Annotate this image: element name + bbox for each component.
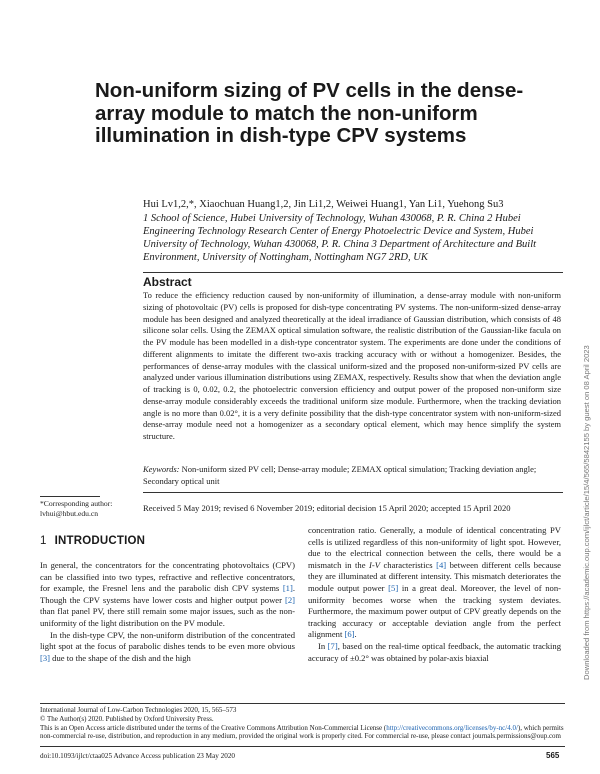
abstract-top-rule bbox=[143, 272, 563, 273]
body-column-right bbox=[308, 525, 561, 664]
section-title: INTRODUCTION bbox=[54, 535, 146, 547]
section-heading-introduction bbox=[40, 535, 145, 547]
corresponding-author bbox=[40, 499, 140, 519]
intro-paragraph-2-continued: concentration ratio. Generally, a module of identical concentrating PV cells is utilized regardless of this non-uniformity of light spot. However, due to the electrical connection between the cells, there would be a mismatch in the I-V characteristics [4] between different cells because they are illuminated at different intensity. This mismatch deteriorates the module output power [5] in a great deal. Moreover, the level of non-uniformity becomes worse when the tracking system deviates. Furthermore, the maximum power output of CPV greatly depends on the tracking accuracy or acceptable deviation angle from the perfect alignment [6]. bbox=[308, 525, 561, 640]
intro-paragraph-3: In [7], based on the real-time optical feedback, the automatic tracking accuracy of ±0.2° was obtained by polar-axis biaxial bbox=[308, 640, 561, 663]
corresponding-email[interactable]: lvhui@hbut.edu.cn bbox=[40, 509, 99, 518]
keywords-label: Keywords: bbox=[143, 464, 180, 474]
citation-link[interactable]: [2] bbox=[284, 594, 295, 605]
author-list: Hui Lv1,2,*, Xiaochuan Huang1,2, Jin Li1,2, Weiwei Huang1, Yan Li1, Yuehong Su3 bbox=[143, 199, 504, 210]
article-title: Non-uniform sizing of PV cells in the dense-array module to match the non-uniform illumination in dish-type CPV systems bbox=[95, 79, 524, 147]
download-watermark bbox=[580, 100, 596, 680]
download-watermark-text: Downloaded from https://academic.oup.com/ijlct/article/15/4/565/5842155 by guest on 08 April 2023 bbox=[582, 345, 591, 680]
corresponding-label: *Corresponding author: bbox=[40, 499, 113, 508]
body-column-left bbox=[40, 560, 295, 664]
footer-copyright: © The Author(s) 2020. Published by Oxford University Press. bbox=[40, 714, 214, 723]
citation-link[interactable]: [6] bbox=[344, 629, 355, 640]
footer-journal: International Journal of Low-Carbon Technologies 2020, 15, 565–573 bbox=[40, 706, 237, 714]
footer-bottom-rule bbox=[40, 746, 565, 747]
section-number: 1 bbox=[40, 535, 47, 547]
footer-license bbox=[40, 706, 565, 741]
page-number: 565 bbox=[546, 751, 560, 760]
abstract-bottom-rule bbox=[143, 492, 563, 493]
doi-line: doi:10.1093/ijlct/ctaa025 Advance Access publication 23 May 2020 bbox=[40, 752, 236, 760]
corresponding-rule bbox=[40, 496, 100, 497]
citation-link[interactable]: [1] bbox=[282, 583, 293, 594]
abstract-heading: Abstract bbox=[143, 275, 192, 289]
intro-paragraph-1: In general, the concentrators for the concentrating photovoltaics (CPV) can be classified into two types, refractive and reflective concentrators, for example, the Fresnel lens and the parabolic dish CPV systems [1]. Though the CPV systems have lower costs and higher output power [2] than flat panel PV, there still remain some major issues, such as the non-uniformity of the light distribution on the PV module. bbox=[40, 560, 295, 628]
iv-term: I-V bbox=[369, 559, 380, 570]
keywords bbox=[143, 464, 561, 487]
keywords-list: Non-uniform sized PV cell; Dense-array module; ZEMAX optical simulation; Tracking deviation angle; Secondary optical unit bbox=[143, 464, 537, 486]
citation-link[interactable]: [4] bbox=[436, 559, 447, 570]
footer-license-text: This is an Open Access article distributed under the terms of the Creative Commons Attribution Non-Commercial License (http://creativecommons.org/licenses/by-nc/4.0/), which permits non-commercial re-use, distribution, and reproduction in any medium, provided the original work is properly cited. For commercial re-use, please contact journals.permissions@oup.com bbox=[40, 723, 564, 741]
footer-rule bbox=[40, 703, 565, 704]
abstract-text: To reduce the efficiency reduction caused by non-uniformity of illumination, a dense-array module with non-uniform sizing of photovoltaic (PV) cells is proposed for dish-type concentrating PV systems. The non-uniform-sized dense-array module has been designed and analyzed theoretically at the ideal irradiance of Gaussian distribution, which consists of 48 silicone solar cells. Using the ZEMAX optical simulation software, the realistic distribution of the Gaussian-like facula on the PV module has been modelled in a dish-type concentrator system. The experiments are done under the conditions of different alignments to imitate the different two-axis tracking accuracy with or without a homogenizer. Besides, the performances of dense-array modules with the classical uniform-sized and the proposed non-uniform-sized PV cells are analyzed under various illumination distributions using ZEMAX, respectively. Results show that when the deviation angle of tracking is 0, 0.02, 0.2, the photoelectric conversion efficiency and output power of the proposed non-uniform size dense-array module considerably exceeds the traditional uniform size module. Furthermore, when the tracking deviation angle is no more than 0.02°, it is a very definite possibility that the dish-type concentrator system with non-uniform-sized dense-array module need not a homogenizer as a secondary optical element, which may hence simplify the system structure. bbox=[143, 290, 561, 441]
citation-link[interactable]: [7] bbox=[327, 640, 338, 651]
citation-link[interactable]: [3] bbox=[40, 652, 51, 663]
license-link[interactable]: http://creativecommons.org/licenses/by-nc/4.0/ bbox=[386, 723, 518, 732]
received-dates: Received 5 May 2019; revised 6 November 2019; editorial decision 15 April 2020; accepted 15 April 2020 bbox=[143, 503, 511, 513]
intro-paragraph-2: In the dish-type CPV, the non-uniform distribution of the concentrated light spot at the focus of parabolic dishes tends to be even more obvious [3] due to the shape of the dish and the high bbox=[40, 629, 295, 663]
citation-link[interactable]: [5] bbox=[388, 582, 399, 593]
affiliations: 1 School of Science, Hubei University of Technology, Wuhan 430068, P. R. China 2 Hubei Engineering Technology Research Center of Energy Photoelectric Device and System, Hubei University of Technology, Wuhan 430068, P. R. China 3 Department of Architecture and Built Environment, University of Nottingham, Nottingham NG7 2RD, UK bbox=[143, 213, 537, 263]
